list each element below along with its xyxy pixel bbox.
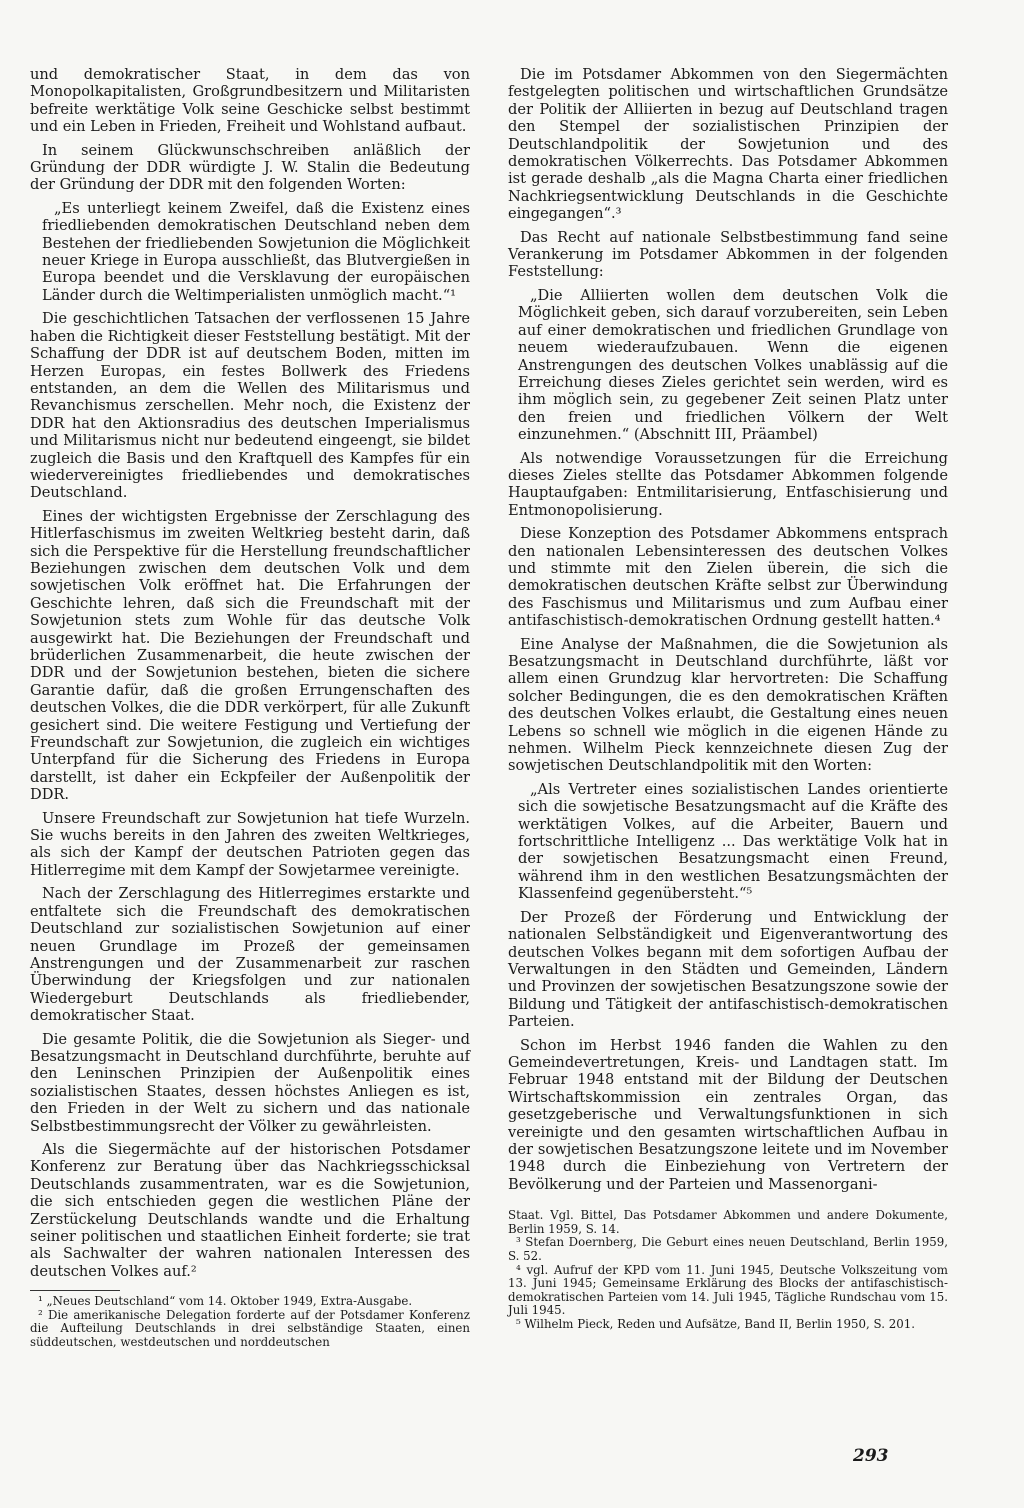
- paragraph: Das Recht auf nationale Selbstbestimmung fand seine Verankerung im Potsdamer Abkommen in der folgenden Feststellung:: [508, 228, 948, 281]
- footnote: ¹ „Neues Deutschland“ vom 14. Oktober 1949, Extra-Ausgabe.: [38, 1294, 413, 1309]
- paragraph: Unsere Freundschaft zur Sowjetunion hat tiefe Wurzeln. Sie wuchs bereits in den Jahren des zweiten Weltkrieges, als sich der Kampf der deutschen Patrioten gegen das Hitlerregime mit dem Kampf der Sowjetarmee vereinigte.: [30, 809, 470, 879]
- paragraph: Diese Konzeption des Potsdamer Abkommens entsprach den nationalen Lebensinteressen des deutschen Volkes und stimmte mit den Zielen überein, die sich die demokratischen deutschen Kräfte selbst zur Überwindung des Faschismus und Militarismus und zum Aufbau einer antifaschistisch-demokratischen Ordnung gestellt hatten.⁴: [508, 525, 948, 630]
- paragraph: Die gesamte Politik, die die Sowjetunion als Sieger- und Besatzungsmacht in Deutschland durchführte, beruhte auf den Leninschen Prinzipien der Außenpolitik eines sozialistischen Staates, dessen höchstes Anliegen es ist, den Frieden in der Welt zu sichern und das nationale Selbstbestimmungsrecht der Völker zu gewährleisten.: [30, 1030, 470, 1135]
- paragraph: Als die Siegermächte auf der historischen Potsdamer Konferenz zur Beratung über das Nachkriegsschicksal Deutschlands zusammentraten, war es die Sowjetunion, die sich entschieden gegen die westlichen Pläne der Zerstückelung Deutschlands wandte und die Erhaltung seiner politischen und staatlichen Einheit forderte; sie trat als Sachwalter der wahren nationalen Interessen des deutschen Volkes auf.²: [30, 1140, 470, 1280]
- footnotes: [508, 1209, 948, 1331]
- paragraph: Die im Potsdamer Abkommen von den Siegermächten festgelegten politischen und wirtschaftlichen Grundsätze der Politik der Alliierten in bezug auf Deutschland tragen den Stempel der sozialistischen Prinzipien der Deutschlandpolitik der Sowjetunion und des demokratischen Völkerrechts. Das Potsdamer Abkommen ist gerade deshalb „als die Magna Charta einer friedlichen Nachkriegsentwicklung Deutschlands in die Geschichte eingegangen“.³: [508, 66, 948, 223]
- quote: „Als Vertreter eines sozialistischen Landes orientierte sich die sowjetische Besatzungsmacht auf die Kräfte des werktätigen Volkes, auf die Arbeiter, Bauern und fortschrittliche Intelligenz ... Das werktätige Volk hat in der sowjetischen Besatzungsmacht einen Freund, während ihm in den westlichen Besatzungsmächten der Klassenfeind gegenübersteht.“⁵: [518, 780, 948, 903]
- footnote-divider: [30, 1290, 120, 1291]
- footnote: ² Die amerikanische Delegation forderte auf der Potsdamer Konferenz die Aufteilung Deutschlands in drei selbständige Staaten, einen süddeutschen, westdeutschen und norddeutschen: [30, 1307, 470, 1349]
- page-number: 293: [853, 1446, 889, 1466]
- paragraph: Der Prozeß der Förderung und Entwicklung der nationalen Selbständigkeit und Eigenverantwortung des deutschen Volkes begann mit dem sofortigen Aufbau der Verwaltungen in den Städten und Gemeinden, Ländern und Provinzen der sowjetischen Besatzungszone sowie der Bildung und Tätigkeit der antifaschistisch-demokratischen Parteien.: [508, 908, 948, 1031]
- footnote: ⁵ Wilhelm Pieck, Reden und Aufsätze, Band II, Berlin 1950, S. 201.: [516, 1316, 915, 1331]
- footnote: Staat. Vgl. Bittel, Das Potsdamer Abkommen und andere Dokumente, Berlin 1959, S. 14.: [508, 1208, 948, 1236]
- footnote: ³ Stefan Doernberg, Die Geburt eines neuen Deutschland, Berlin 1959, S. 52.: [508, 1235, 948, 1263]
- paragraph: Schon im Herbst 1946 fanden die Wahlen zu den Gemeindevertretungen, Kreis- und Landtagen statt. Im Februar 1948 entstand mit der Bildung der Deutschen Wirtschaftskommission ein zentrales Organ, das gesetzgeberische und Verwaltungsfunktionen in sich vereinigte und den gesamten wirtschaftlichen Aufbau in der sowjetischen Besatzungszone leitete und im November 1948 durch die Einbeziehung von Vertretern der Bevölkerung und der Parteien und Massenorgani-: [508, 1036, 948, 1193]
- quote: „Es unterliegt keinem Zweifel, daß die Existenz eines friedliebenden demokratischen Deutschland neben dem Bestehen der friedliebenden Sowjetunion die Möglichkeit neuer Kriege in Europa ausschließt, das Blutvergießen in Europa beendet und die Versklavung der europäischen Länder durch die Weltimperialisten unmöglich macht.“¹: [42, 199, 470, 304]
- footnote: ⁴ vgl. Aufruf der KPD vom 11. Juni 1945, Deutsche Volkszeitung vom 13. Juni 1945; Gemeinsame Erklärung des Blocks der antifaschistisch-demokratischen Parteien vom 14. Juli 1945, Tägliche Rundschau vom 15. Juli 1945.: [508, 1262, 948, 1318]
- paragraph: In seinem Glückwunschschreiben anläßlich der Gründung der DDR würdigte J. W. Stalin die Bedeutung der Gründung der DDR mit den folgenden Worten:: [30, 141, 470, 194]
- paragraph: Nach der Zerschlagung des Hitlerregimes erstarkte und entfaltete sich die Freundschaft des demokratischen Deutschland zur sozialistischen Sowjetunion auf einer neuen Grundlage im Prozeß der gemeinsamen Anstrengungen und der Zusammenarbeit zur raschen Überwindung der Kriegsfolgen und zur nationalen Wiedergeburt Deutschlands als friedliebender, demokratischer Staat.: [30, 885, 470, 1025]
- paragraph: Eine Analyse der Maßnahmen, die die Sowjetunion als Besatzungsmacht in Deutschland durchführte, läßt vor allem einen Grundzug klar hervortreten: Die Schaffung solcher Bedingungen, die es den demokratischen Kräften des deutschen Volkes erlaubt, die Gestaltung eines neuen Lebens so schnell wie möglich in die eigenen Hände zu nehmen. Wilhelm Pieck kennzeichnete diesen Zug der sowjetischen Deutschlandpolitik mit den Worten:: [508, 635, 948, 775]
- right-column: [508, 66, 948, 1332]
- left-column: [30, 66, 470, 1350]
- paragraph: Eines der wichtigsten Ergebnisse der Zerschlagung des Hitlerfaschismus im zweiten Weltkrieg besteht darin, daß sich die Perspektive für die Herstellung freundschaftlicher Beziehungen zwischen dem deutschen Volk und dem sowjetischen Volk eröffnet hat. Die Erfahrungen der Geschichte lehren, daß sich die Freundschaft mit der Sowjetunion stets zum Wohle für das deutsche Volk ausgewirkt hat. Die Beziehungen der Freundschaft und brüderlichen Zusammenarbeit, die heute zwischen der DDR und der Sowjetunion bestehen, bieten die sichere Garantie dafür, daß die großen Errungenschaften des deutschen Volkes, die die DDR verkörpert, für alle Zukunft gesichert sind. Die weitere Festigung und Vertiefung der Freundschaft zur Sowjetunion, die zugleich ein wichtiges Unterpfand für die Sicherung des Friedens in Europa darstellt, ist daher ein Eckpfeiler der Außenpolitik der DDR.: [30, 507, 470, 804]
- footnotes: [30, 1295, 470, 1349]
- paragraph: Als notwendige Voraussetzungen für die Erreichung dieses Zieles stellte das Potsdamer Abkommen folgende Hauptaufgaben: Entmilitarisierung, Entfaschisierung und Entmonopolisierung.: [508, 449, 948, 519]
- paragraph: Die geschichtlichen Tatsachen der verflossenen 15 Jahre haben die Richtigkeit dieser Feststellung bestätigt. Mit der Schaffung der DDR ist auf deutschem Boden, mitten im Herzen Europas, ein festes Bollwerk des Friedens entstanden, an dem die Wellen des Militarismus und Revanchismus zerschellen. Mehr noch, die Existenz der DDR hat den Aktionsradius des deutschen Imperialismus und Militarismus nicht nur bedeutend eingeengt, sie bildet zugleich die Basis und den Kraftquell des Kampfes für ein wiedervereinigtes friedliebendes und demokratisches Deutschland.: [30, 310, 470, 502]
- quote: „Die Alliierten wollen dem deutschen Volk die Möglichkeit geben, sich darauf vorzubereiten, sein Leben auf einer demokratischen und friedlichen Grundlage von neuem wiederaufzubauen. Wenn die eigenen Anstrengungen des deutschen Volkes unablässig auf die Erreichung dieses Zieles gerichtet sein werden, wird es ihm möglich sein, zu gegebener Zeit seinen Platz unter den freien und friedlichen Völkern der Welt einzunehmen.“ (Abschnitt III, Präambel): [518, 286, 948, 444]
- paragraph: und demokratischer Staat, in dem das von Monopolkapitalisten, Großgrundbesitzern und Militaristen befreite werktätige Volk seine Geschicke selbst bestimmt und ein Leben in Frieden, Freiheit und Wohlstand aufbaut.: [30, 66, 470, 136]
